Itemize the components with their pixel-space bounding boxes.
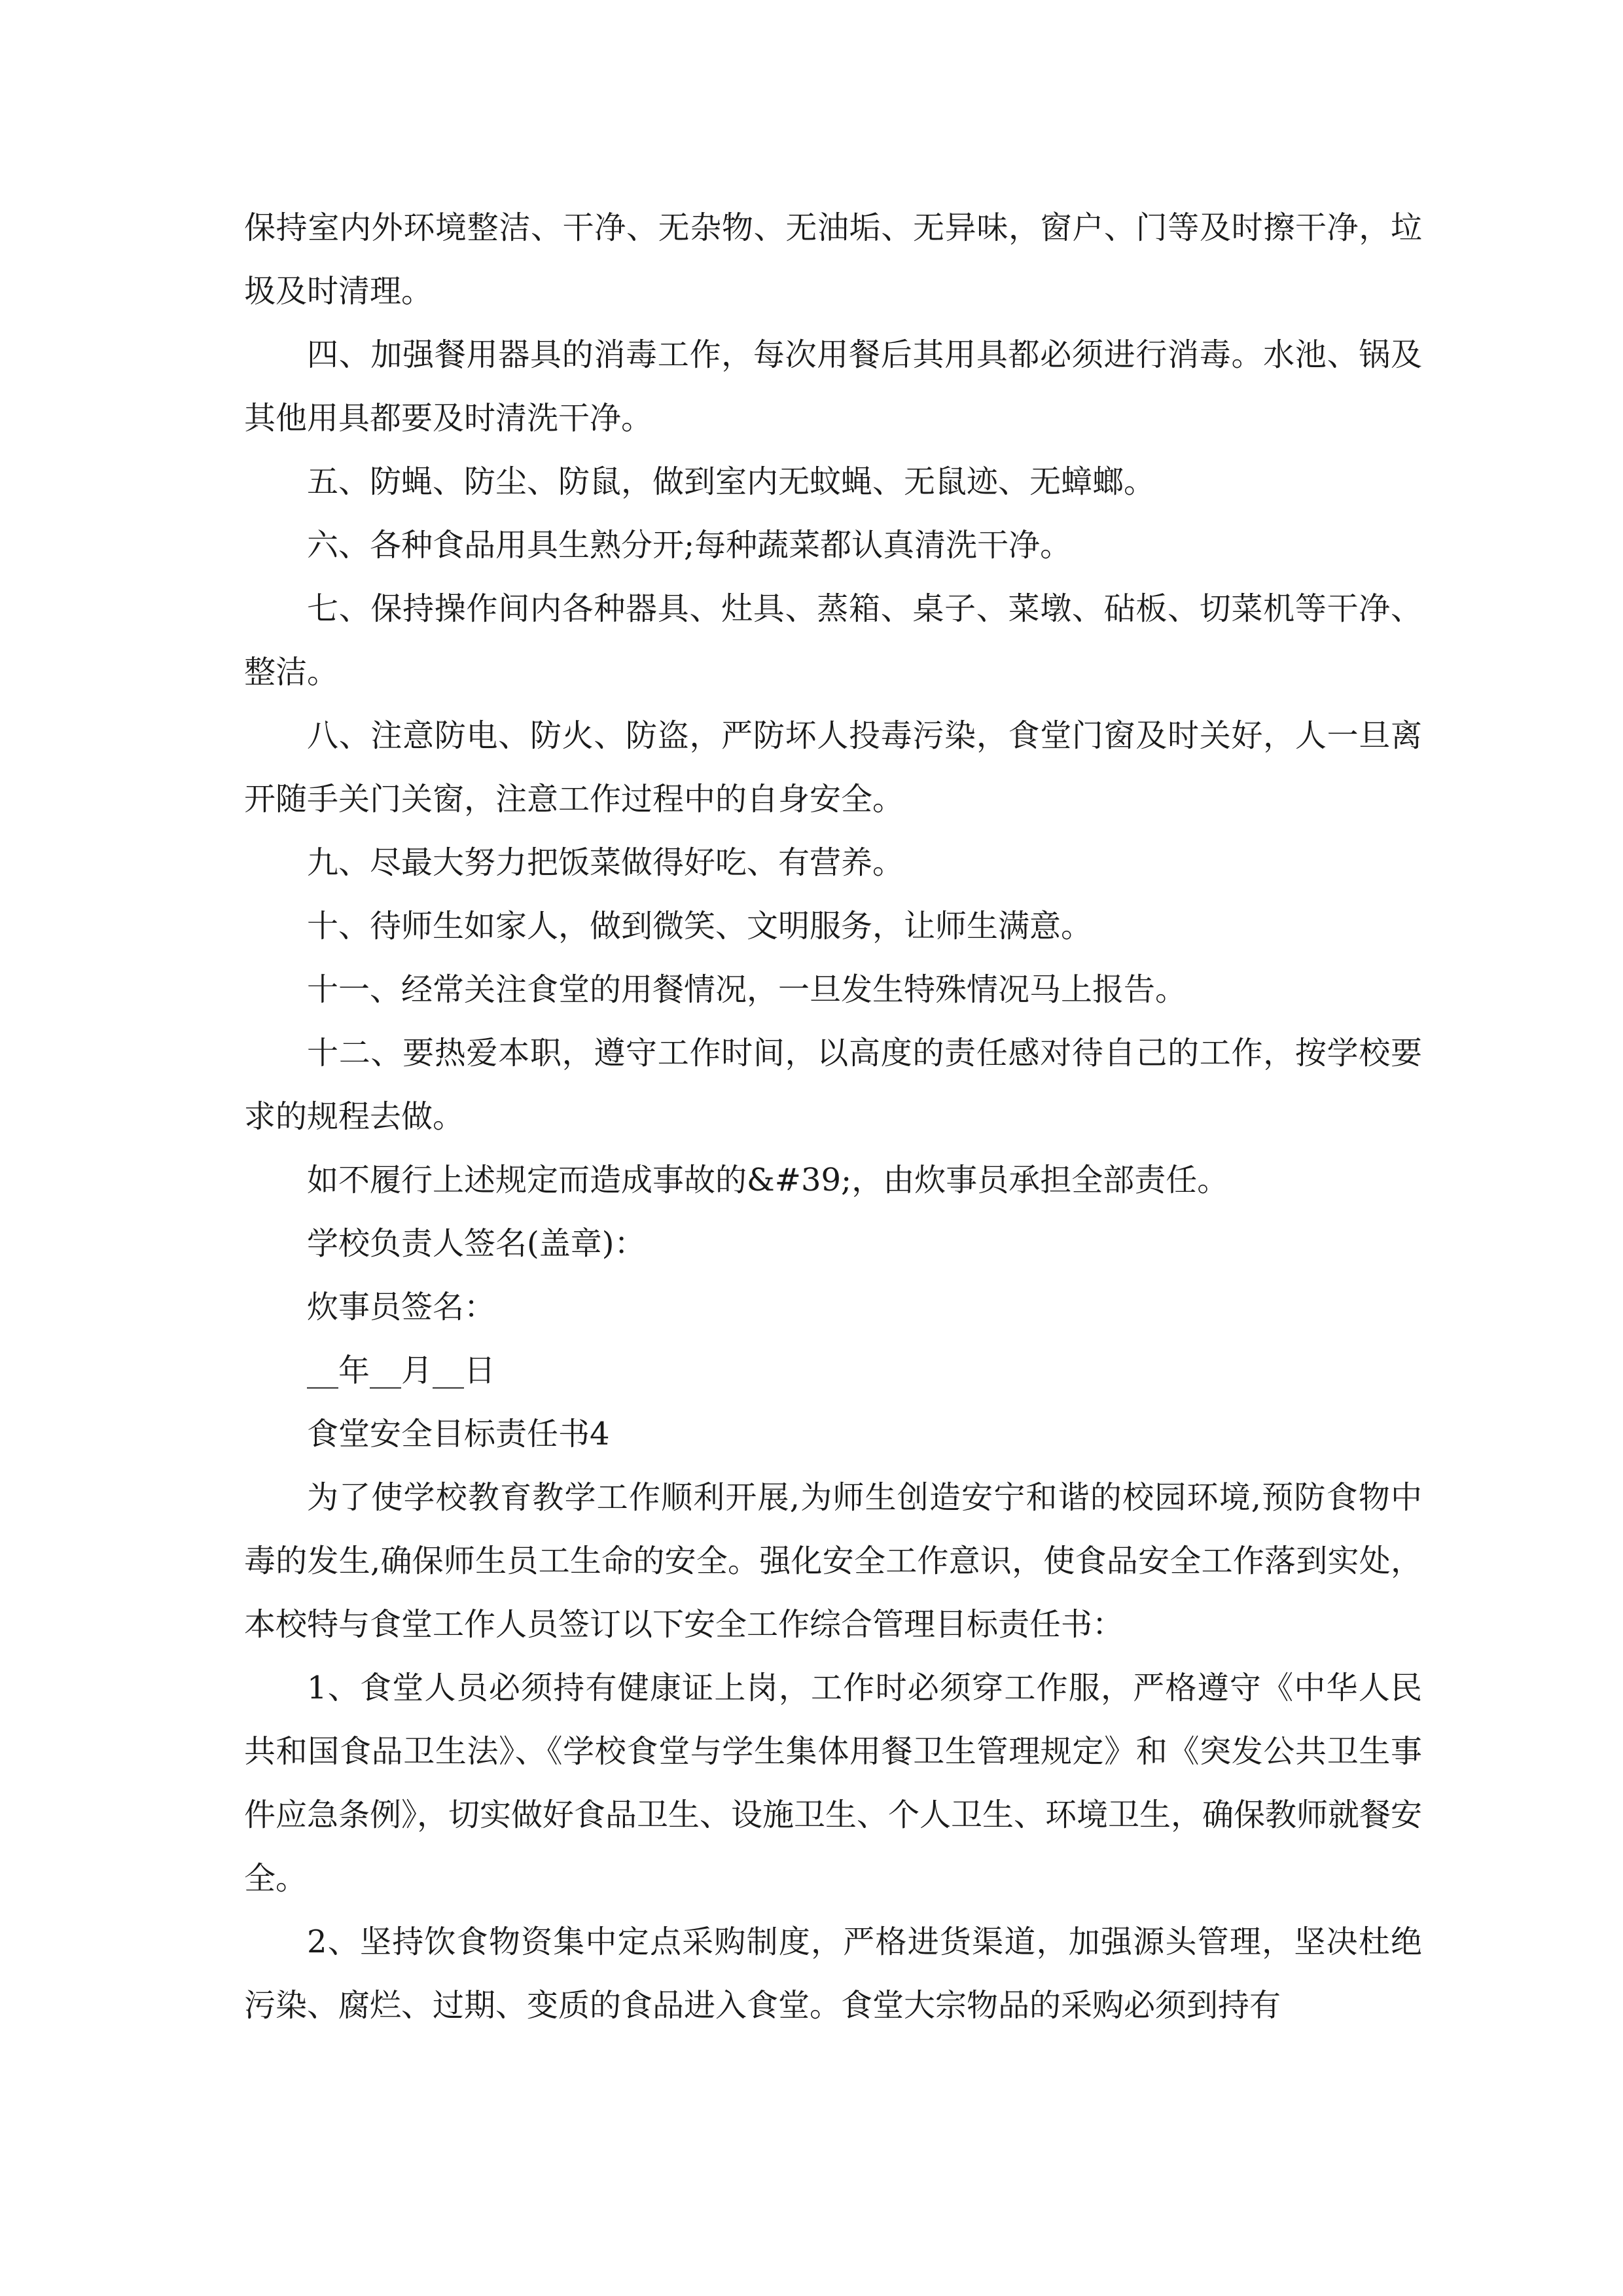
paragraph-item-4: 四、加强餐用器具的消毒工作，每次用餐后其用具都必须进行消毒。水池、锅及其他用具都要及时清洗干净。 bbox=[244, 336, 1422, 437]
paragraph-item-11: 十一、经常关注食堂的用餐情况，一旦发生特殊情况马上报告。 bbox=[307, 971, 1187, 1008]
paragraph-item-8: 八、注意防电、防火、防盗，严防坏人投毒污染，食堂门窗及时关好，人一旦离开随手关门关窗，注意工作过程中的自身安全。 bbox=[244, 717, 1422, 817]
liability-clause: 如不履行上述规定而造成事故的&#39;，由炊事员承担全部责任。 bbox=[307, 1162, 1229, 1198]
paragraph-continuation: 保持室内外环境整洁、干净、无杂物、无油垢、无异味，窗户、门等及时擦干净，垃圾及时清理。 bbox=[244, 209, 1422, 310]
clause-2: 2、坚持饮食物资集中定点采购制度，严格进货渠道，加强源头管理，坚决杜绝污染、腐烂、过期、变质的食品进入食堂。食堂大宗物品的采购必须到持有 bbox=[244, 1924, 1422, 2024]
date-line: __年__月__日 bbox=[307, 1352, 496, 1389]
paragraph-item-9: 九、尽最大努力把饭菜做得好吃、有营养。 bbox=[307, 844, 904, 881]
document-body bbox=[244, 196, 1422, 2037]
paragraph-item-10: 十、待师生如家人，做到微笑、文明服务，让师生满意。 bbox=[307, 908, 1093, 944]
cook-signature-line: 炊事员签名： bbox=[307, 1289, 496, 1325]
paragraph-item-7: 七、保持操作间内各种器具、灶具、蒸箱、桌子、菜墩、砧板、切菜机等干净、整洁。 bbox=[244, 590, 1422, 691]
section-heading: 食堂安全目标责任书4 bbox=[307, 1416, 610, 1452]
intro-paragraph: 为了使学校教育教学工作顺利开展,为师生创造安宁和谐的校园环境,预防食物中毒的发生,确保师生员工生命的安全。强化安全工作意识，使食品安全工作落到实处，本校特与食堂工作人员签订以下安全工作综合管理目标责任书： bbox=[244, 1479, 1422, 1643]
paragraph-item-6: 六、各种食品用具生熟分开;每种蔬菜都认真清洗干净。 bbox=[307, 527, 1072, 564]
paragraph-item-5: 五、防蝇、防尘、防鼠，做到室内无蚊蝇、无鼠迹、无蟑螂。 bbox=[307, 463, 1156, 500]
school-signature-line: 学校负责人签名(盖章)： bbox=[307, 1225, 646, 1262]
clause-1: 1、食堂人员必须持有健康证上岗，工作时必须穿工作服，严格遵守《中华人民共和国食品卫生法》、《学校食堂与学生集体用餐卫生管理规定》和《突发公共卫生事件应急条例》，切实做好食品卫生、设施卫生、个人卫生、环境卫生，确保教师就餐安全。 bbox=[244, 1670, 1423, 1897]
paragraph-item-12: 十二、要热爱本职，遵守工作时间，以高度的责任感对待自己的工作，按学校要求的规程去做。 bbox=[244, 1035, 1422, 1135]
